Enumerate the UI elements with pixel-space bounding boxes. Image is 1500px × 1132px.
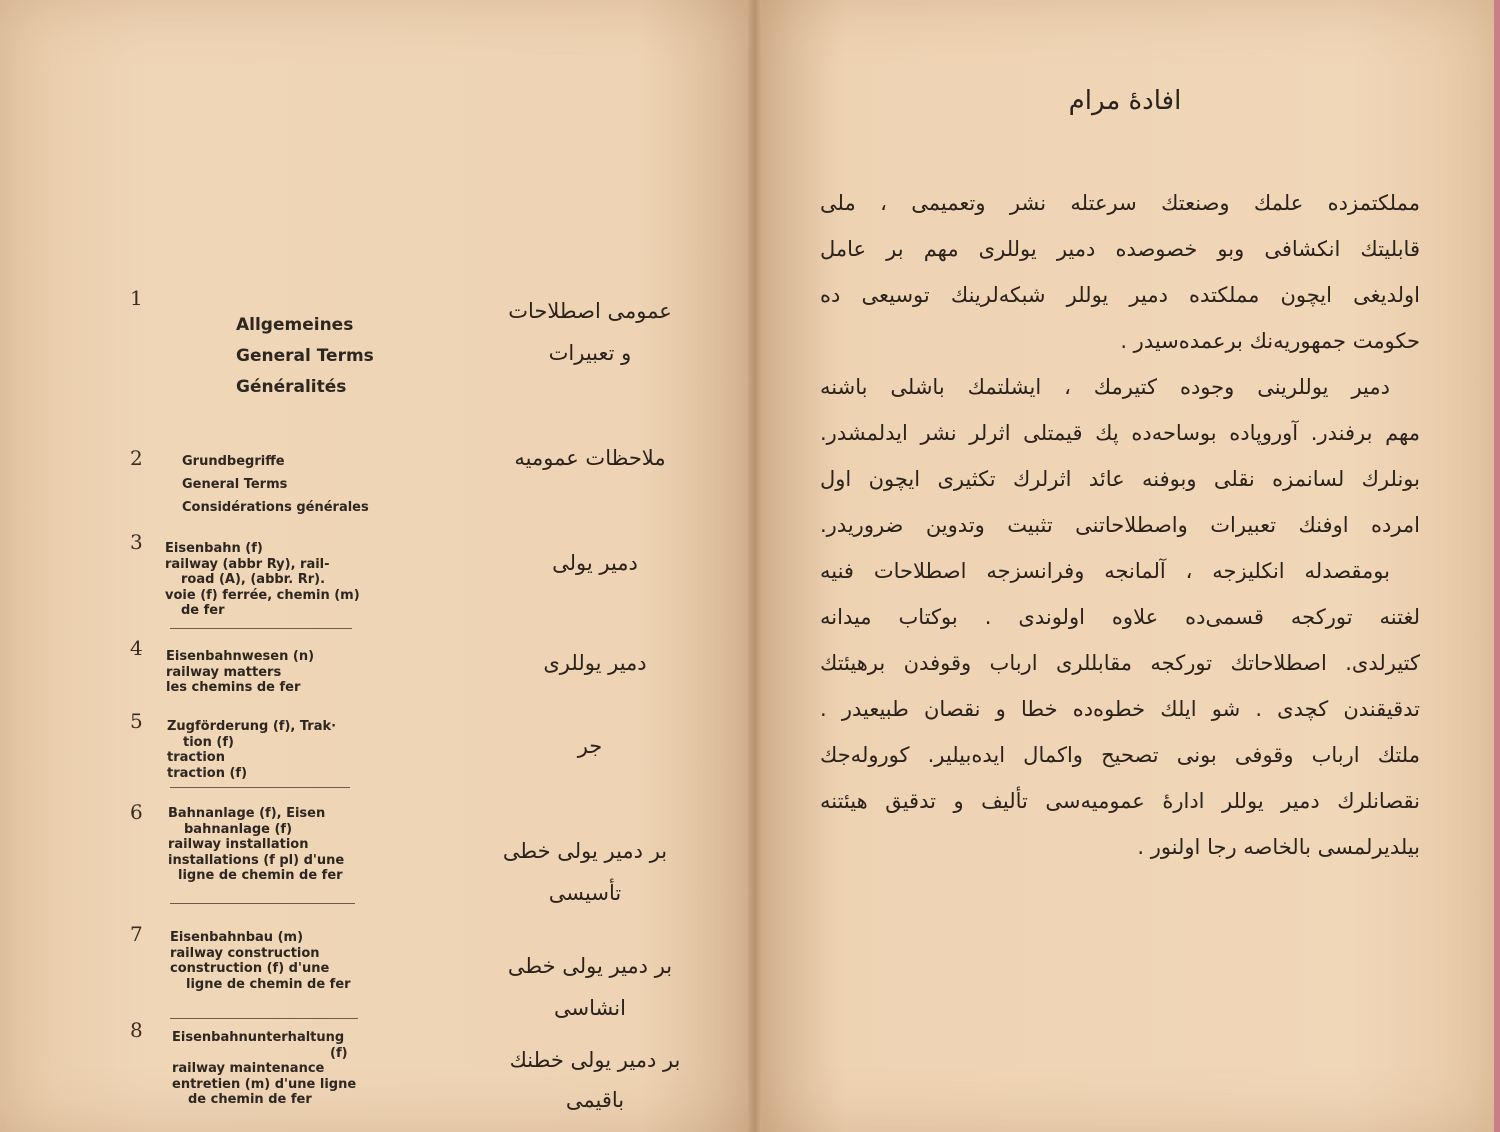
term-line: Zugförderung (f), Trak· [167, 719, 337, 734]
term-line: Eisenbahnbau (m) [170, 930, 304, 945]
term-line: bahnanlage (f) [184, 821, 293, 837]
term-line: railway installation [168, 837, 309, 852]
term-line: voie (f) ferrée, chemin (m) [165, 587, 360, 603]
entry-ottoman [475, 725, 705, 767]
ottoman-line: جر [577, 734, 603, 758]
book-gutter [748, 0, 762, 1132]
term-english: General Terms [236, 346, 374, 366]
divider [170, 903, 355, 904]
term-line: railway (abbr Ry), rail- [165, 556, 330, 572]
term-line: entretien (m) d'une ligne [172, 1076, 357, 1092]
entry-ottoman [480, 1040, 710, 1120]
term-line: Bahnanlage (f), Eisen [168, 806, 326, 821]
term-line: road (A), (abbr. Rr). [181, 572, 326, 587]
text-line: حکومت جمهوریه‌نك برعمده‌سیدر . [1120, 329, 1420, 353]
entry-latin-terms [172, 1030, 356, 1108]
ottoman-line: عمومی اصطلاحات [508, 299, 672, 323]
text-line: قابلیتك انکشافی وبو خصوصده دمیر یوللری مهم بر عامل [820, 237, 1420, 261]
entry-number: 4 [130, 636, 143, 660]
text-line: تدقیقندن کچدی . شو ایلك خطوه‌ده خطا و نقصان طبیعیدر . [820, 697, 1420, 721]
term-line: de fer [181, 603, 225, 618]
term-line: Grundbegriffe [182, 454, 285, 469]
text-line: مهم برفندر. آوروپاده بوساحه‌ده پك قیمتلی اثرلر نشر ایدلمشدر. [820, 421, 1420, 445]
term-line: railway maintenance [172, 1061, 325, 1076]
text-line: لغتنه تورکجه قسمی‌ده علاوه اولوندی . بوکتاب میدانه [820, 605, 1420, 629]
term-line: de chemin de fer [188, 1092, 312, 1107]
text-line: مملکتمزده علمك وصنعتك سرعتله نشر وتعمیمی ، ملی [820, 191, 1420, 215]
ottoman-line: دمیر یولی [552, 551, 638, 575]
divider [170, 787, 350, 788]
text-line: کتیرلدی. اصطلاحاتك تورکجه مقابللری ارباب وقوفدن برهیئتك [820, 651, 1420, 675]
entry-ottoman [480, 642, 710, 684]
entry-latin-terms [236, 310, 374, 403]
page-edge [1494, 0, 1500, 1132]
entry-ottoman [480, 542, 710, 584]
ottoman-line: باقیمی [565, 1088, 625, 1112]
term-line: construction (f) d'une [170, 961, 330, 976]
entry-latin-terms [166, 649, 314, 696]
preface-text [820, 180, 1420, 870]
term-line: traction (f) [167, 765, 248, 781]
entry-latin-terms [170, 930, 351, 992]
entry-ottoman [475, 945, 705, 1029]
ottoman-line: و تعبیرات [548, 341, 632, 365]
entry-ottoman [470, 830, 700, 914]
term-line: tion (f) [183, 734, 234, 750]
term-line: railway construction [170, 945, 320, 961]
text-line: نقصانلرك دمیر یوللر ادارهٔ عمومیه‌سی تألیف و تدقیق هیئتنه [820, 789, 1420, 813]
text-line: دمیر یوللرینی وجوده کتیرمك ، ایشلتمك باشلی باشنه [820, 375, 1390, 399]
entry-ottoman [475, 290, 705, 374]
term-line: ligne de chemin de fer [186, 976, 351, 992]
term-line: les chemins de fer [166, 680, 301, 695]
divider [170, 1018, 358, 1019]
ottoman-line: دمیر یوللری [543, 651, 647, 675]
term-french: Généralités [236, 377, 347, 397]
term-line: (f) [330, 1045, 348, 1061]
entry-number: 3 [130, 530, 143, 554]
entry-ottoman [475, 437, 705, 479]
term-line: Eisenbahnwesen (n) [166, 649, 315, 664]
term-line: installations (f pl) d'une [168, 852, 345, 868]
term-line: traction [167, 750, 225, 765]
entry-number: 2 [130, 446, 143, 470]
entry-latin-terms [182, 450, 369, 519]
text-line: امرده اوفنك تعبیرات واصطلاحاتنی تثبیت وتدوین ضروریدر. [820, 513, 1420, 537]
text-line: بیلدیرلمسی بالخاصه رجا اولنور . [1137, 835, 1420, 859]
text-line: بونلرك لسانمزه نقلی وبوفنه عائد اثرلرك تکثیری ایچون اول [820, 467, 1420, 491]
divider [170, 628, 352, 629]
entry-number: 8 [130, 1018, 143, 1042]
term-line: Considérations générales [182, 500, 369, 515]
entry-number: 7 [130, 922, 143, 946]
term-line: ligne de chemin de fer [178, 868, 343, 883]
term-german: Allgemeines [236, 315, 354, 335]
term-line: railway matters [166, 664, 282, 680]
text-line: ملتك ارباب وقوفی بونی تصحیح واکمال ایده‌بیلیر. کوروله‌جك [820, 743, 1420, 767]
entry-latin-terms [167, 719, 336, 781]
term-line: General Terms [182, 477, 288, 492]
text-line: بومقصدله انکلیزجه ، آلمانجه وفرانسزجه اصطلاحات فنیه [820, 559, 1390, 583]
entry-latin-terms [165, 541, 360, 619]
ottoman-line: بر دمیر یولی خطنك [509, 1048, 681, 1072]
term-line: Eisenbahnunterhaltung [172, 1030, 345, 1045]
entry-number: 1 [130, 286, 143, 310]
entry-number: 6 [130, 800, 143, 824]
page-heading: افادهٔ مرام [1068, 86, 1182, 116]
text-line: اولدیغی ایچون مملکتده دمیر یوللر شبکه‌لرینك توسیعی ده [820, 283, 1420, 307]
ottoman-line: بر دمیر یولی خطی انشاسی [507, 954, 673, 1020]
ottoman-line: بر دمیر یولی خطی تأسیسی [502, 839, 668, 905]
ottoman-line: ملاحظات عمومیه [514, 446, 666, 470]
entry-number: 5 [130, 709, 143, 733]
entry-latin-terms [168, 806, 344, 884]
term-line: Eisenbahn (f) [165, 541, 263, 556]
